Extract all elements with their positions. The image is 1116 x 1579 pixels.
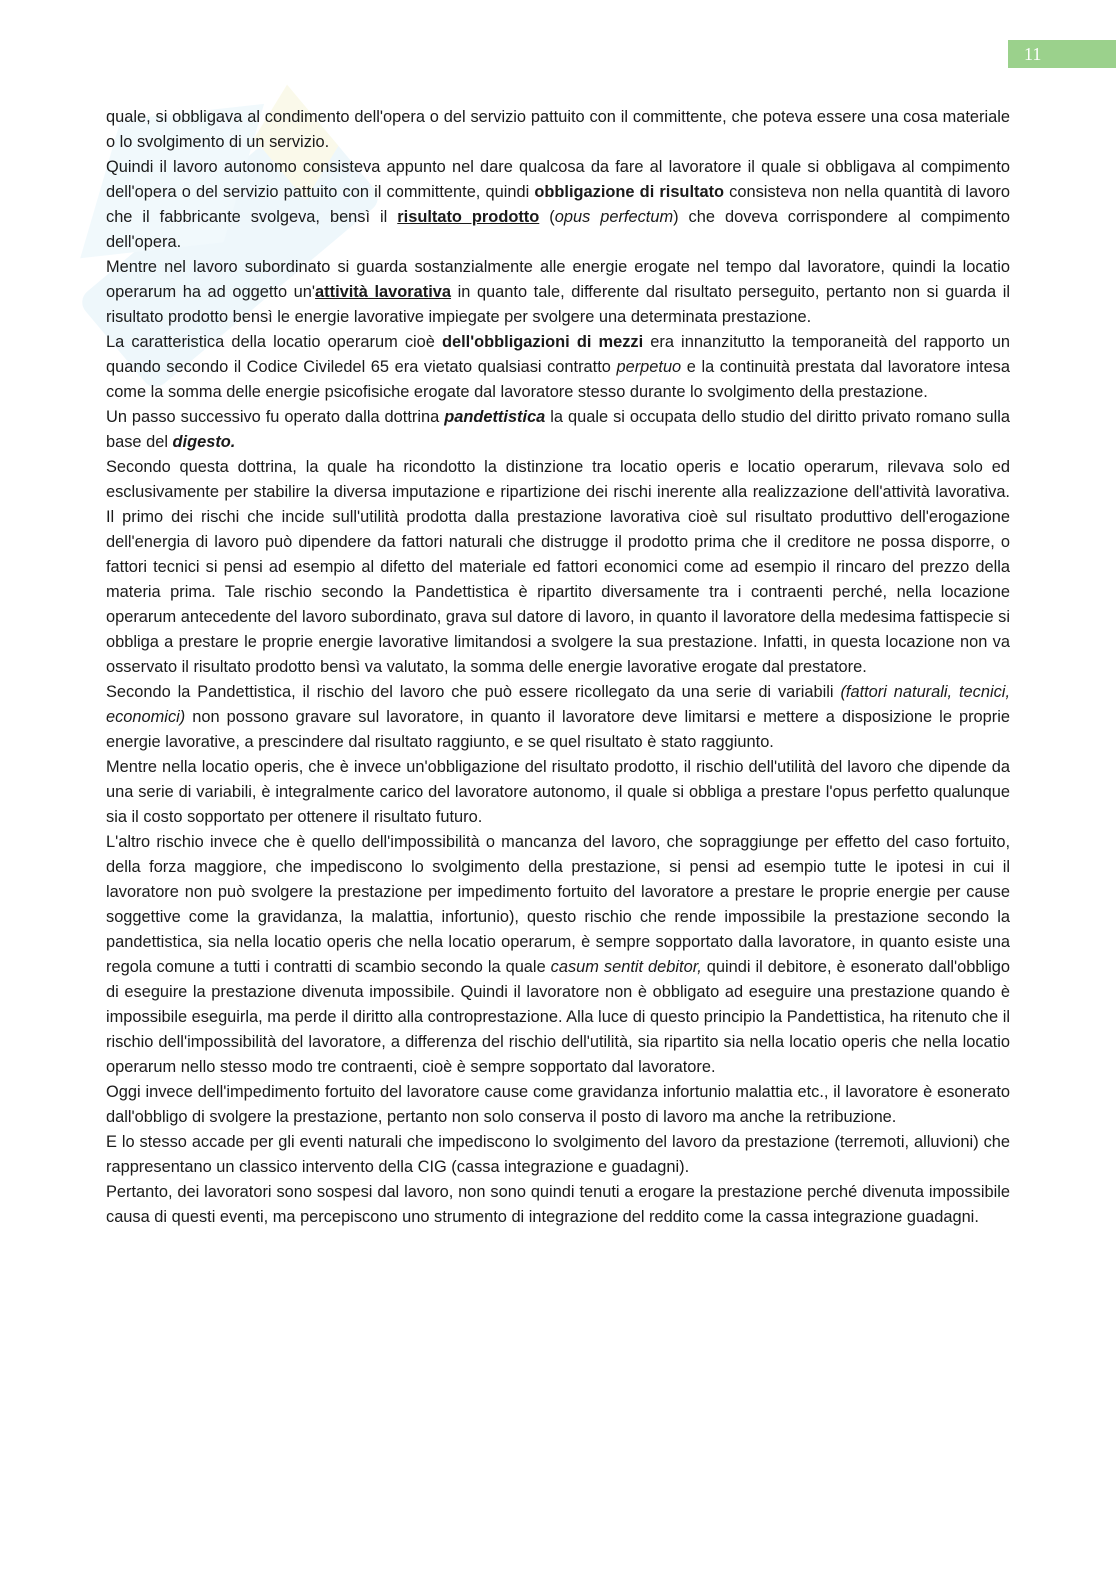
text-run: risultato prodotto (397, 208, 540, 226)
paragraph-10 (106, 1080, 1010, 1130)
paragraph-6 (106, 455, 1010, 680)
text-run: Quindi il lavoro autonomo consisteva appunto nel dare qualcosa da fare al lavoratore il quale si obbligava al compimento dell'opera o del servizio pattuito con il committente, quindi (106, 158, 1010, 201)
paragraph-1 (106, 105, 1010, 155)
text-run: Pertanto, dei lavoratori sono sospesi dal lavoro, non sono quindi tenuti a erogare la prestazione perché divenuta impossibile causa di questi eventi, ma percepiscono uno strumento di integrazione del reddito come la cassa integrazione guadagni. (106, 1183, 1010, 1226)
text-run: era innanzitutto la temporaneità del rapporto un quando secondo il Codice Civiledel 65 era vietato qualsiasi contratto (106, 333, 1010, 376)
text-run: dell'obbligazioni di mezzi (442, 333, 644, 351)
text-run: obbligazione di risultato (534, 183, 725, 201)
document-body (106, 105, 1010, 1230)
text-run: non possono gravare sul lavoratore, in quanto il lavoratore deve limitarsi e mettere a disposizione le proprie energie lavorative, a prescindere dal risultato raggiunto, e se quel risultato è stato raggiunto. (106, 708, 1010, 751)
paragraph-2 (106, 155, 1010, 255)
text-run: quindi il debitore, è esonerato dall'obbligo di eseguire la prestazione divenuta impossibile. Quindi il lavoratore non è obbligato ad eseguire una prestazione quando è impossibile eseguirla, ma perde il diritto alla controprestazione. Alla luce di questo principio la Pandettistica, ha ritenuto che il rischio dell'impossibilità del lavoratore, a differenza del rischio dell'utilità, sia ripartito sia nella locatio operis che nella locatio operarum nello stesso modo tre contraenti, cioè è sempre sopportato dal lavoratore. (106, 958, 1010, 1076)
text-run: La caratteristica della locatio operarum cioè (106, 333, 442, 351)
text-run: quale, si obbligava al condimento dell'opera o del servizio pattuito con il committente, che poteva essere una cosa materiale o lo svolgimento di un servizio. (106, 108, 1010, 151)
text-run: Un passo successivo fu operato dalla dottrina (106, 408, 445, 426)
paragraph-9 (106, 830, 1010, 1080)
text-run: digesto. (172, 433, 236, 451)
text-run: la quale si occupata dello studio del diritto privato romano sulla base del (106, 408, 1010, 451)
text-run: attività lavorativa (315, 283, 451, 301)
text-run: Secondo questa dottrina, la quale ha ricondotto la distinzione tra locatio operis e locatio operarum, rilevava solo ed esclusivamente per stabilire la diversa imputazione e ripartizione dei rischi inerente alla realizzazione dell'attività lavorativa. Il primo dei rischi che incide sull'utilità prodotta dalla prestazione lavorativa cioè sul risultato produttivo dell'erogazione dell'energia di lavoro può dipendere da fattori naturali che distrugge il prodotto prima che il creditore ne possa disporre, o fattori tecnici si pensi ad esempio al difetto del materiale ed fattori economici come ad esempio il rincaro del prezzo della materia prima. Tale rischio secondo la Pandettistica è ripartito diversamente tra i contraenti perché, nella locazione operarum antecedente del lavoro subordinato, grava sul datore di lavoro, in quanto il lavoratore della medesima fattispecie si obbliga a prestare le proprie energie lavorative limitandosi a svolgere la sua prestazione. Infatti, in questa locazione non va osservato il risultato prodotto bensì va valutato, la somma delle energie lavorative erogate dal prestatore. (106, 458, 1010, 676)
text-run: Oggi invece dell'impedimento fortuito del lavoratore cause come gravidanza infortunio malattia etc., il lavoratore è esonerato dall'obbligo di svolgere la prestazione, pertanto non solo conserva il posto di lavoro ma anche la retribuzione. (106, 1083, 1010, 1126)
text-run: in quanto tale, differente dal risultato perseguito, pertanto non si guarda il risultato prodotto bensì le energie lavorative impiegate per svolgere una determinata prestazione. (106, 283, 1011, 326)
text-run: consisteva non nella quantità di lavoro che il fabbricante svolgeva, bensì il (106, 183, 1011, 226)
paragraph-12 (106, 1180, 1010, 1230)
paragraph-8 (106, 755, 1010, 830)
text-run: opus perfectum (554, 208, 674, 226)
page-number: 11 (1008, 40, 1116, 68)
text-run: perpetuo (616, 358, 682, 376)
paragraph-5 (106, 405, 1010, 455)
text-run: E lo stesso accade per gli eventi naturali che impediscono lo svolgimento del lavoro da prestazione (terremoti, alluvioni) che rappresentano un classico intervento della CIG (cassa integrazione e guadagni). (106, 1133, 1010, 1176)
text-run: Secondo la Pandettistica, il rischio del lavoro che può essere ricollegato da una serie di variabili (106, 683, 841, 701)
text-run: ) che doveva corrispondere al compimento dell'opera. (106, 208, 1010, 251)
text-run: L'altro rischio invece che è quello dell'impossibilità o mancanza del lavoro, che sopraggiunge per effetto del caso fortuito, della forza maggiore, che impediscono lo svolgimento della prestazione, si pensi ad esempio tutte le ipotesi in cui il lavoratore non può svolgere la prestazione per impedimento fortuito del lavoratore a prestare le proprie energie per cause soggettive come la gravidanza, la malattia, infortunio), questo rischio che rende impossibile la prestazione secondo la pandettistica, sia nella locatio operis che nella locatio operarum, è sempre sopportato dalla lavoratore, in quanto esiste una regola comune a tutti i contratti di scambio secondo la quale (106, 833, 1010, 976)
text-run: Mentre nella locatio operis, che è invece un'obbligazione del risultato prodotto, il rischio dell'utilità del lavoro che dipende da una serie di variabili, è integralmente carico del lavoratore autonomo, il quale si obbliga a prestare l'opus perfetto qualunque sia il costo sopportato per ottenere il risultato futuro. (106, 758, 1010, 826)
text-run: pandettistica (444, 408, 546, 426)
text-run: Mentre nel lavoro subordinato si guarda sostanzialmente alle energie erogate nel tempo dal lavoratore, quindi la locatio operarum ha ad oggetto un' (106, 258, 1010, 301)
text-run: ( (539, 208, 555, 226)
paragraph-11 (106, 1130, 1010, 1180)
text-run: casum sentit debitor, (550, 958, 702, 976)
text-run: (fattori naturali, tecnici, economici) (106, 683, 1010, 726)
paragraph-3 (106, 255, 1010, 330)
text-run: e la continuità prestata dal lavoratore intesa come la somma delle energie psicofisiche erogate dal lavoratore stesso durante lo svolgimento della prestazione. (106, 358, 1010, 401)
paragraph-4 (106, 330, 1010, 405)
paragraph-7 (106, 680, 1010, 755)
